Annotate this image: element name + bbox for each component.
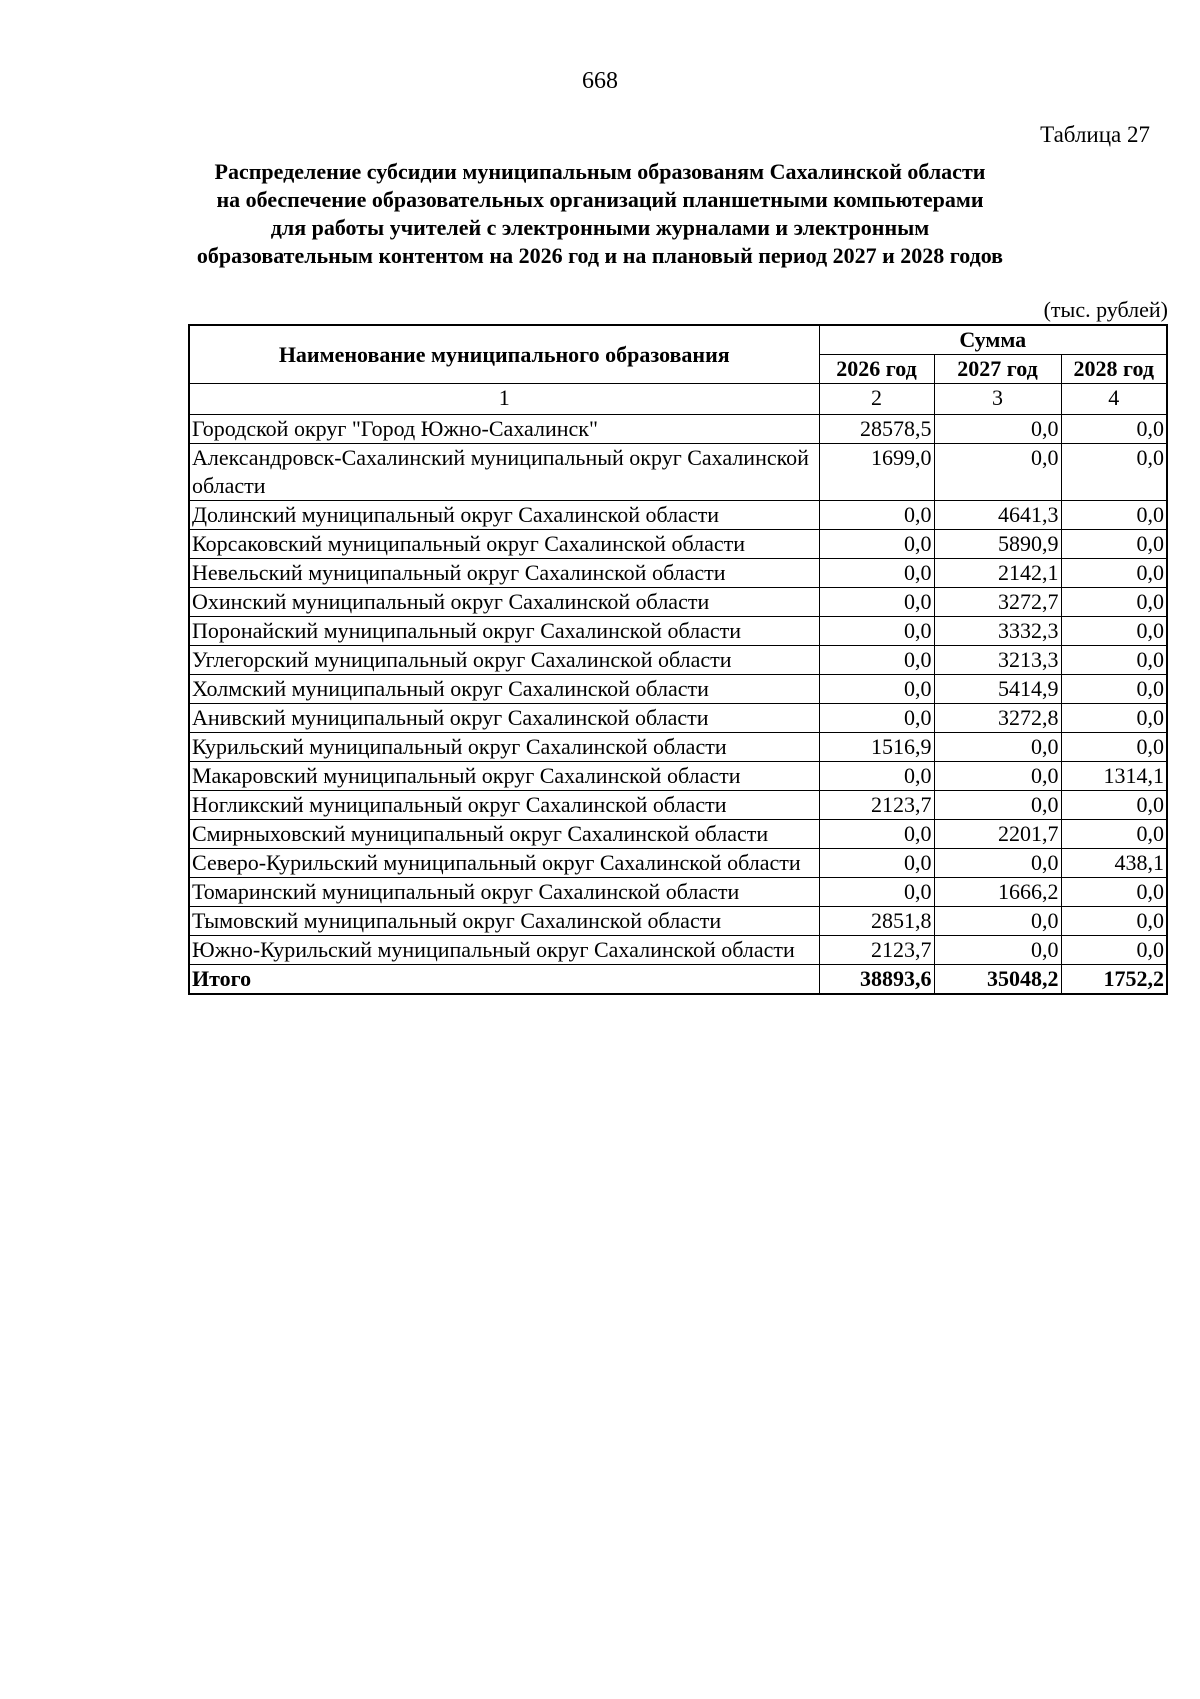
value-2026: 0,0 [819, 530, 934, 559]
total-2028: 1752,2 [1061, 965, 1167, 995]
value-2028: 0,0 [1061, 791, 1167, 820]
value-2027: 0,0 [934, 762, 1061, 791]
table-row [189, 501, 1167, 530]
title-line: на обеспечение образовательных организаций планшетными компьютерами [216, 187, 984, 212]
total-row [189, 965, 1167, 995]
value-2028: 0,0 [1061, 907, 1167, 936]
title-line: Распределение субсидии муниципальным образованям Сахалинской области [214, 159, 986, 184]
value-2026: 0,0 [819, 820, 934, 849]
value-2026: 0,0 [819, 675, 934, 704]
total-label: Итого [189, 965, 819, 995]
value-2028: 0,0 [1061, 415, 1167, 444]
value-2026: 0,0 [819, 646, 934, 675]
value-2026: 2851,8 [819, 907, 934, 936]
value-2028: 0,0 [1061, 878, 1167, 907]
table-row [189, 675, 1167, 704]
value-2028: 0,0 [1061, 733, 1167, 762]
header-year-2028: 2028 год [1061, 355, 1167, 384]
value-2027: 5414,9 [934, 675, 1061, 704]
municipality-name: Александровск-Сахалинский муниципальный округ Сахалинской области [189, 444, 819, 501]
value-2027: 0,0 [934, 907, 1061, 936]
table-label: Таблица 27 [1040, 122, 1150, 147]
units-label: (тыс. рублей) [1043, 297, 1168, 322]
table-row [189, 733, 1167, 762]
value-2028: 0,0 [1061, 704, 1167, 733]
municipality-name: Южно-Курильский муниципальный округ Сахалинской области [189, 936, 819, 965]
value-2026: 28578,5 [819, 415, 934, 444]
value-2026: 0,0 [819, 849, 934, 878]
value-2027: 4641,3 [934, 501, 1061, 530]
value-2027: 3272,8 [934, 704, 1061, 733]
municipality-name: Углегорский муниципальный округ Сахалинской области [189, 646, 819, 675]
value-2026: 0,0 [819, 588, 934, 617]
table-row [189, 415, 1167, 444]
value-2028: 0,0 [1061, 588, 1167, 617]
page-number: 668 [582, 68, 618, 94]
municipality-name: Охинский муниципальный округ Сахалинской области [189, 588, 819, 617]
table-row [189, 878, 1167, 907]
value-2026: 0,0 [819, 501, 934, 530]
column-number: 3 [934, 384, 1061, 415]
value-2027: 1666,2 [934, 878, 1061, 907]
table-row [189, 791, 1167, 820]
total-2026: 38893,6 [819, 965, 934, 995]
value-2028: 0,0 [1061, 675, 1167, 704]
column-number: 4 [1061, 384, 1167, 415]
value-2027: 3213,3 [934, 646, 1061, 675]
table-row [189, 530, 1167, 559]
value-2027: 2201,7 [934, 820, 1061, 849]
value-2028: 0,0 [1061, 617, 1167, 646]
table-row [189, 907, 1167, 936]
table-row [189, 588, 1167, 617]
municipality-name: Томаринский муниципальный округ Сахалинской области [189, 878, 819, 907]
municipality-name: Курильский муниципальный округ Сахалинской области [189, 733, 819, 762]
header-name: Наименование муниципального образования [189, 325, 819, 384]
municipality-name: Тымовский муниципальный округ Сахалинской области [189, 907, 819, 936]
value-2026: 0,0 [819, 704, 934, 733]
municipality-name: Городской округ "Город Южно-Сахалинск" [189, 415, 819, 444]
value-2026: 2123,7 [819, 791, 934, 820]
value-2027: 0,0 [934, 733, 1061, 762]
column-number: 2 [819, 384, 934, 415]
header-year-2026: 2026 год [819, 355, 934, 384]
total-2027: 35048,2 [934, 965, 1061, 995]
table-body [189, 384, 1167, 995]
value-2028: 0,0 [1061, 559, 1167, 588]
value-2028: 0,0 [1061, 444, 1167, 501]
value-2028: 438,1 [1061, 849, 1167, 878]
value-2026: 0,0 [819, 762, 934, 791]
value-2027: 3272,7 [934, 588, 1061, 617]
header-sum: Сумма [819, 325, 1167, 355]
value-2026: 1699,0 [819, 444, 934, 501]
title-line: образовательным контентом на 2026 год и на плановый период 2027 и 2028 годов [196, 243, 1004, 268]
municipality-name: Поронайский муниципальный округ Сахалинской области [189, 617, 819, 646]
table-row [189, 559, 1167, 588]
value-2026: 1516,9 [819, 733, 934, 762]
table-row [189, 444, 1167, 501]
subsidy-table [188, 324, 1168, 995]
column-number-row [189, 384, 1167, 415]
value-2028: 0,0 [1061, 501, 1167, 530]
value-2027: 2142,1 [934, 559, 1061, 588]
value-2027: 0,0 [934, 444, 1061, 501]
value-2026: 0,0 [819, 559, 934, 588]
value-2027: 0,0 [934, 936, 1061, 965]
municipality-name: Корсаковский муниципальный округ Сахалинской области [189, 530, 819, 559]
value-2027: 0,0 [934, 849, 1061, 878]
table-row [189, 936, 1167, 965]
title-line: для работы учителей с электронными журналами и электронным [270, 215, 930, 240]
header-year-2027: 2027 год [934, 355, 1061, 384]
value-2027: 3332,3 [934, 617, 1061, 646]
municipality-name: Долинский муниципальный округ Сахалинской области [189, 501, 819, 530]
value-2026: 0,0 [819, 878, 934, 907]
municipality-name: Ногликский муниципальный округ Сахалинской области [189, 791, 819, 820]
value-2027: 0,0 [934, 791, 1061, 820]
value-2028: 0,0 [1061, 936, 1167, 965]
value-2028: 0,0 [1061, 820, 1167, 849]
table-row [189, 762, 1167, 791]
value-2027: 5890,9 [934, 530, 1061, 559]
municipality-name: Макаровский муниципальный округ Сахалинской области [189, 762, 819, 791]
municipality-name: Смирныховский муниципальный округ Сахалинской области [189, 820, 819, 849]
municipality-name: Северо-Курильский муниципальный округ Сахалинской области [189, 849, 819, 878]
municipality-name: Анивский муниципальный округ Сахалинской области [189, 704, 819, 733]
document-title [150, 158, 1050, 270]
value-2027: 0,0 [934, 415, 1061, 444]
table-row [189, 646, 1167, 675]
table-row [189, 820, 1167, 849]
table-row [189, 617, 1167, 646]
municipality-name: Холмский муниципальный округ Сахалинской области [189, 675, 819, 704]
value-2026: 0,0 [819, 617, 934, 646]
value-2028: 1314,1 [1061, 762, 1167, 791]
column-number: 1 [189, 384, 819, 415]
municipality-name: Невельский муниципальный округ Сахалинской области [189, 559, 819, 588]
value-2028: 0,0 [1061, 646, 1167, 675]
table-row [189, 849, 1167, 878]
value-2028: 0,0 [1061, 530, 1167, 559]
value-2026: 2123,7 [819, 936, 934, 965]
table-row [189, 704, 1167, 733]
